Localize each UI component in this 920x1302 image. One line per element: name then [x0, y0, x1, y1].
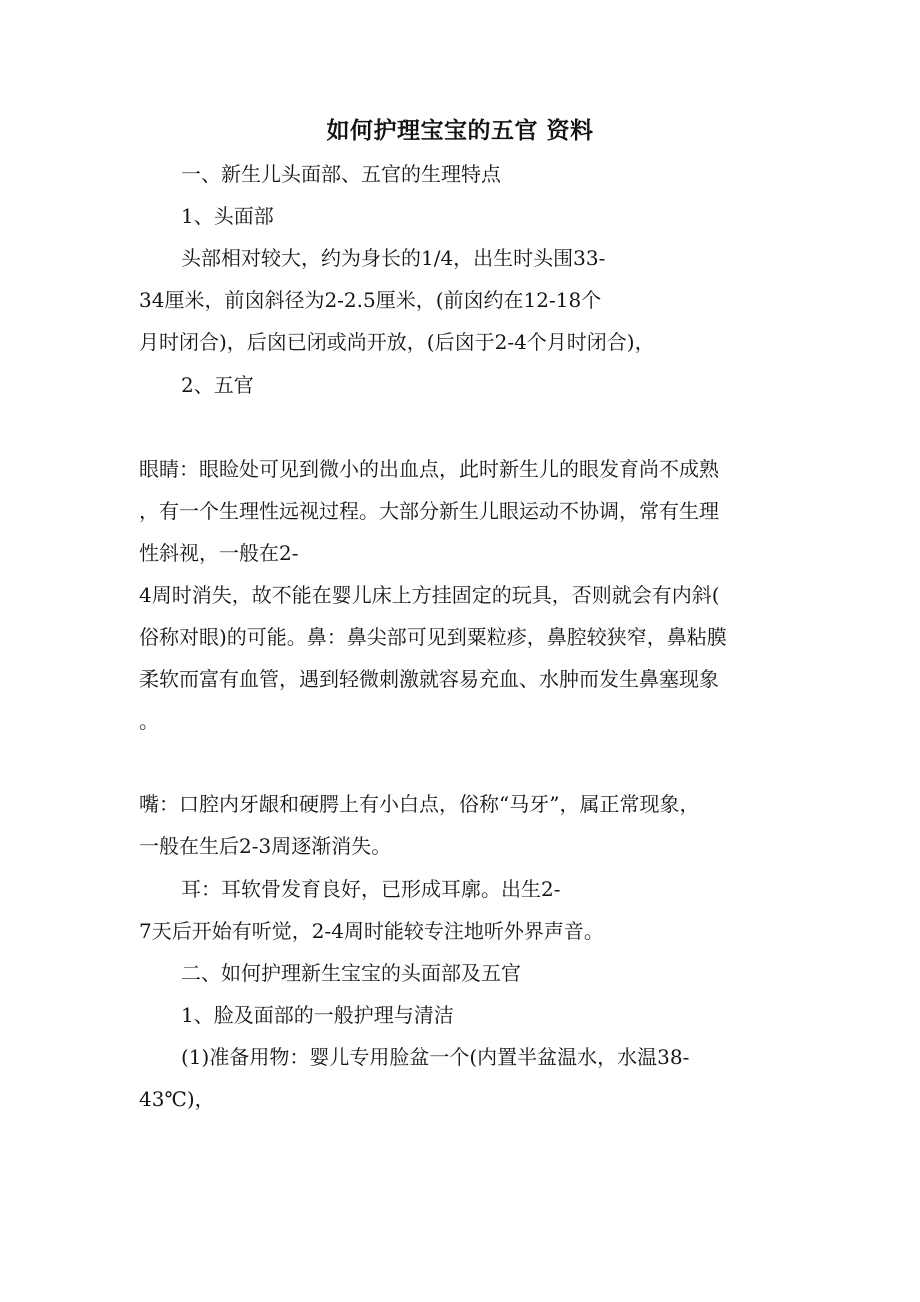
paragraph-line-supplies: (1)准备用物：婴儿专用脸盆一个(内置半盆温水，水温38-: [181, 1045, 690, 1069]
paragraph-line: ，有一个生理性远视过程。大部分新生儿眼运动不协调，常有生理: [139, 499, 719, 523]
paragraph-line: 43℃)，: [139, 1087, 215, 1111]
paragraph-line: 头部相对较大，约为身长的1/4，出生时头围33-: [181, 246, 606, 270]
paragraph-line: 性斜视，一般在2-: [139, 541, 299, 565]
paragraph-line: 。: [139, 709, 159, 733]
document-title: 如何护理宝宝的五官 资料: [326, 118, 594, 144]
subsection-heading-features: 2、五官: [181, 373, 254, 397]
paragraph-line-mouth: 嘴：口腔内牙龈和硬腭上有小白点，俗称“马牙”，属正常现象，: [139, 792, 700, 816]
paragraph-line: 4周时消失，故不能在婴儿床上方挂固定的玩具，否则就会有内斜(: [139, 583, 720, 607]
paragraph-line: 34厘米，前囟斜径为2-2.5厘米，(前囟约在12-18个: [139, 288, 602, 312]
paragraph-line: 柔软而富有血管，遇到轻微刺激就容易充血、水肿而发生鼻塞现象: [139, 667, 719, 691]
paragraph-line: 月时闭合)，后囟已闭或尚开放，(后囟于2-4个月时闭合)，: [139, 330, 655, 354]
paragraph-line-nose: 俗称对眼)的可能。鼻：鼻尖部可见到粟粒疹，鼻腔较狭窄，鼻粘膜: [139, 625, 727, 649]
subsection-heading-head: 1、头面部: [181, 204, 274, 228]
section-heading-1: 一、新生儿头面部、五官的生理特点: [181, 162, 501, 186]
section-heading-2: 二、如何护理新生宝宝的头面部及五官: [181, 961, 521, 985]
paragraph-line: 一般在生后2-3周逐渐消失。: [139, 834, 392, 858]
subsection-heading-face-care: 1、脸及面部的一般护理与清洁: [181, 1003, 454, 1027]
paragraph-line-ears: 耳：耳软骨发育良好，已形成耳廓。出生2-: [181, 877, 561, 901]
paragraph-line: 7天后开始有听觉，2-4周时能较专注地听外界声音。: [139, 919, 604, 943]
paragraph-line-eyes: 眼睛：眼睑处可见到微小的出血点，此时新生儿的眼发育尚不成熟: [139, 457, 719, 481]
